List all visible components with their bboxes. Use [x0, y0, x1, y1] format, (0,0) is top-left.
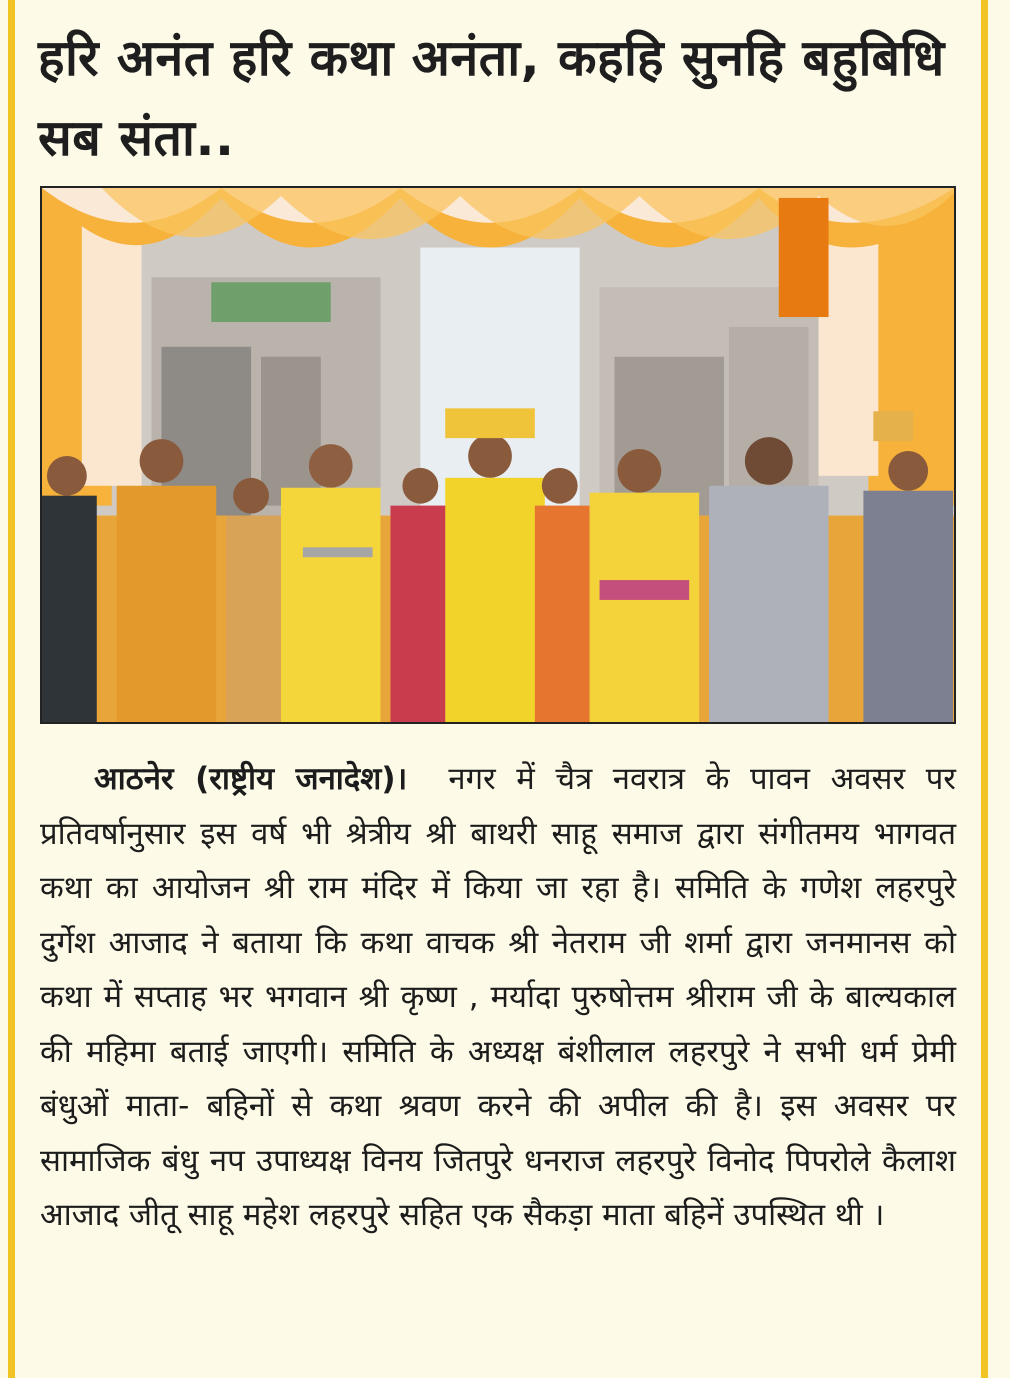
article-body	[40, 752, 956, 1243]
procession-photo	[40, 186, 956, 724]
left-yellow-rule	[8, 0, 15, 1378]
article-headline: हरि अनंत हरि कथा अनंता, कहहि सुनहि बहुबिधि सब संता..	[38, 29, 945, 167]
article-body-text: नगर में चैत्र नवरात्र के पावन अवसर पर प्रतिवर्षानुसार इस वर्ष भी श्रेत्रीय श्री बाथरी साहू समाज द्वारा संगीतमय भागवत कथा का आयोजन श्री राम मंदिर में किया जा रहा है। समिति के गणेश लहरपुरे दुर्गेश आजाद ने बताया कि कथा वाचक श्री नेतराम जी शर्मा द्वारा जनमानस को कथा में सप्ताह भर भगवान श्री कृष्ण , मर्यादा पुरुषोत्तम श्रीराम जी के बाल्यकाल की महिमा बताई जाएगी। समिति के अध्यक्ष बंशीलाल लहरपुरे ने सभी धर्म प्रेमी बंधुओं माता- बहिनों से कथा श्रवण करने की अपील की है। इस अवसर पर सामाजिक बंधु नप उपाध्यक्ष विनय जितपुरे धनराज लहरपुरे विनोद पिपरोले कैलाश आजाद जीतू साहू महेश लहरपुरे सहित एक सैकड़ा माता बहिनें उपस्थित थी ।	[40, 761, 956, 1233]
procession-photo-illustration	[42, 188, 954, 722]
right-yellow-rule	[981, 0, 988, 1378]
article-dateline: आठनेर (राष्ट्रीय जनादेश)।	[94, 761, 408, 797]
